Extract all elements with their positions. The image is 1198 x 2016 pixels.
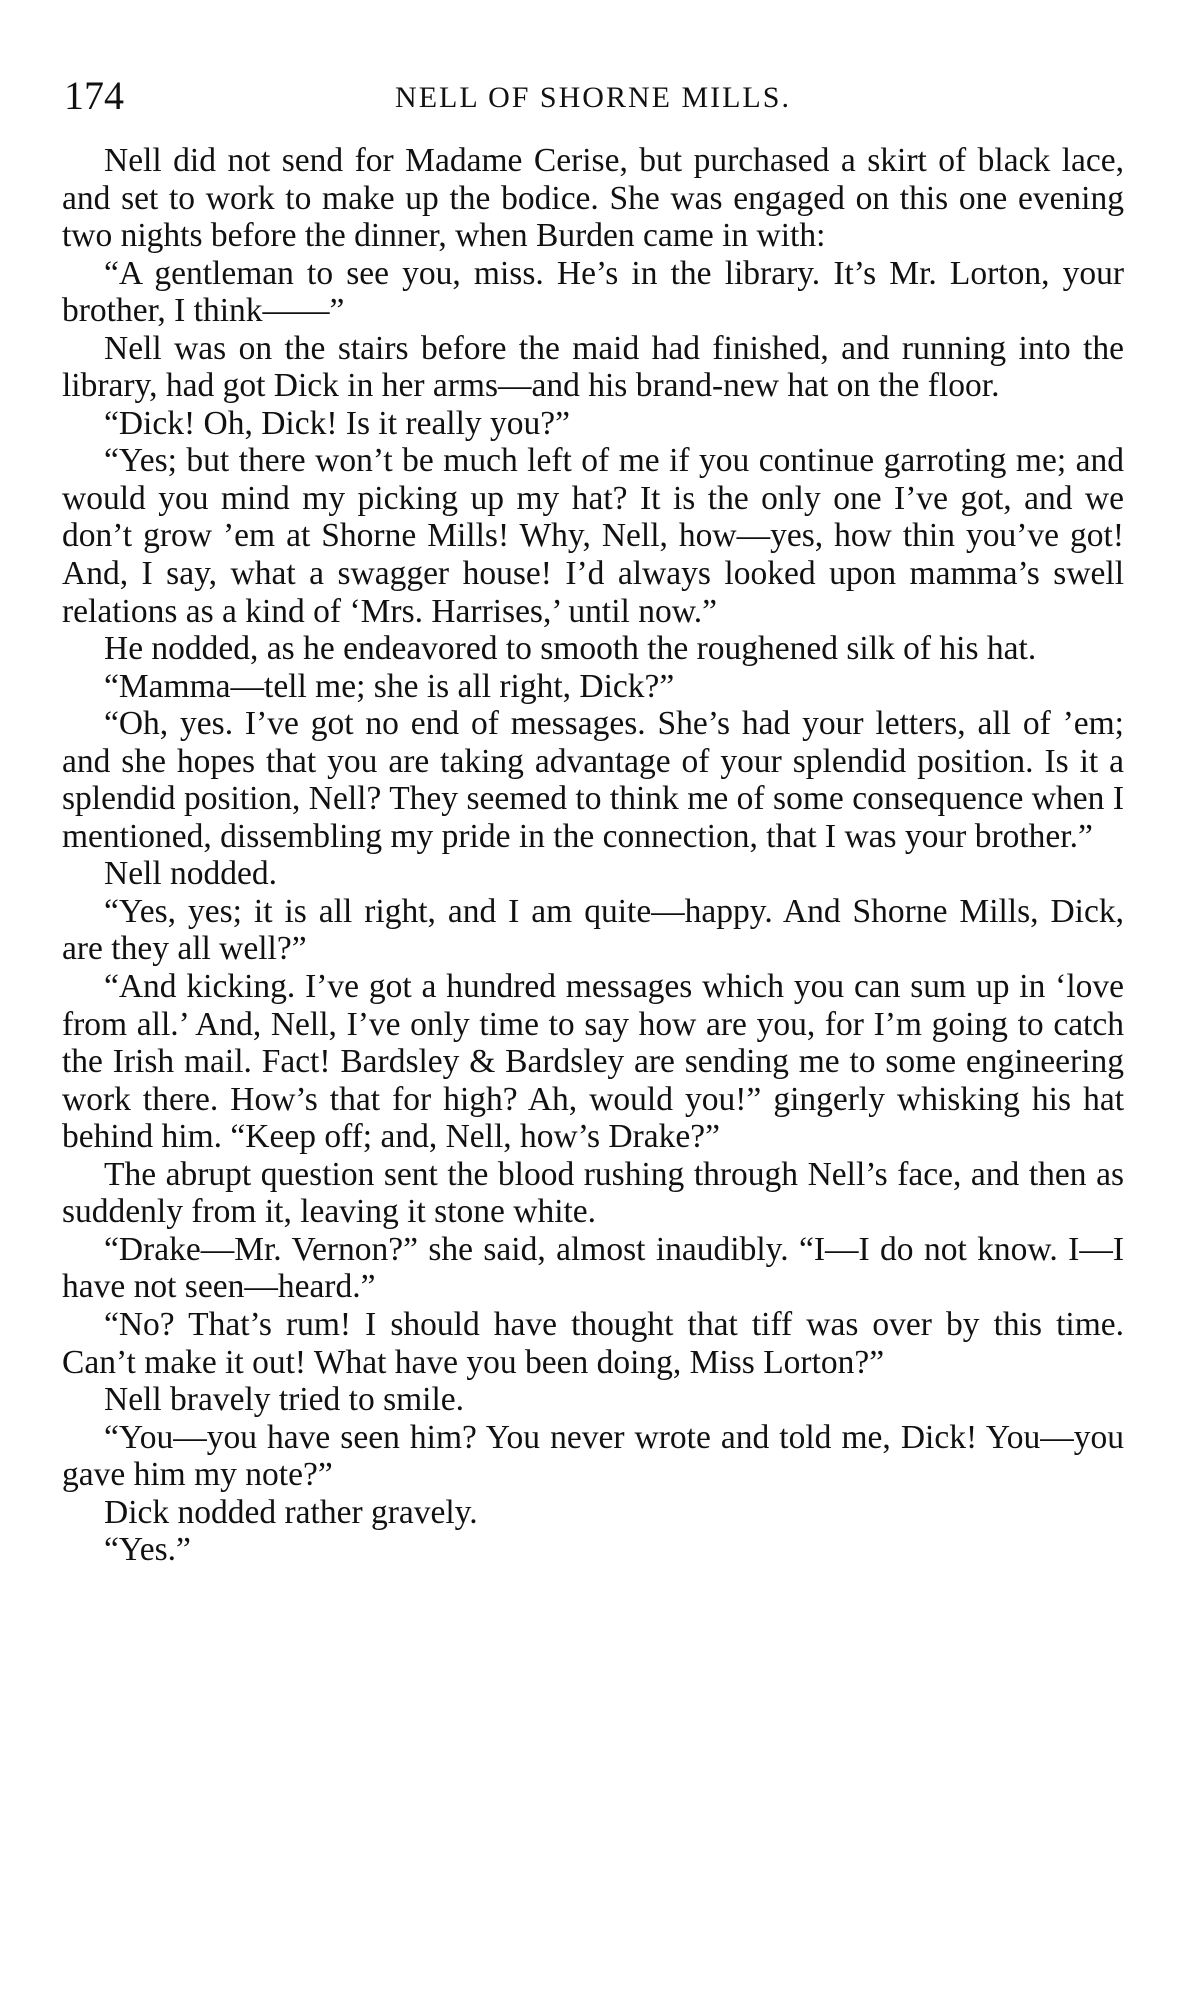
paragraph: He nodded, as he endeavored to smooth the roughened silk of his hat.: [104, 630, 1037, 668]
paragraph: “Yes.”: [104, 1531, 191, 1569]
paragraph: “Mamma—tell me; she is all right, Dick?”: [104, 667, 675, 705]
paragraph: Dick nodded rather gravely.: [104, 1493, 478, 1531]
paragraph: “Yes; but there won’t be much left of me if you continue garroting me; and would you mind my picking up my hat? It is the only one I’ve got, and we don’t grow ’em at Shorne Mills! Why, Nell, how—yes, how thin you’ve got! And, I say, what a swagger house! I’d always looked upon mamma’s swell relations as a kind of ‘Mrs. Harrises,’ until now.”: [62, 442, 1124, 630]
paragraph: “No? That’s rum! I should have thought that tiff was over by this time. Can’t make it out! What have you been doing, Miss Lorton?”: [62, 1305, 1124, 1381]
paragraph: Nell bravely tried to smile.: [104, 1381, 465, 1419]
page-number: 174: [64, 73, 124, 118]
paragraph: Nell was on the stairs before the maid had finished, and running into the library, had got Dick in her arms—and his brand-new hat on the floor.: [62, 329, 1124, 405]
paragraph: Nell did not send for Madame Cerise, but purchased a skirt of black lace, and set to work to make up the bodice. She was engaged on this one evening two nights before the dinner, when Burden came in with:: [62, 142, 1124, 255]
page-header-title: NELL OF SHORNE MILLS.: [395, 81, 791, 114]
paragraph: “You—you have seen him? You never wrote and told me, Dick! You—you gave him my note?”: [62, 1418, 1124, 1494]
book-page: [62, 72, 1124, 1569]
paragraph: “Yes, yes; it is all right, and I am quite—happy. And Shorne Mills, Dick, are they all well?”: [62, 892, 1124, 968]
paragraph: Nell nodded.: [104, 855, 278, 893]
paragraph: “Oh, yes. I’ve got no end of messages. She’s had your letters, all of ’em; and she hopes that you are taking advantage of your splendid position. Is it a splendid position, Nell? They seemed to think me of some consequence when I mentioned, dissembling my pride in the connection, that I was your brother.”: [62, 705, 1124, 855]
paragraph: The abrupt question sent the blood rushing through Nell’s face, and then as suddenly from it, leaving it stone white.: [62, 1155, 1124, 1231]
paragraph: “Dick! Oh, Dick! Is it really you?”: [104, 404, 571, 442]
paragraph: “And kicking. I’ve got a hundred messages which you can sum up in ‘love from all.’ And, Nell, I’ve only time to say how are you, for I’m going to catch the Irish mail. Fact! Bardsley & Bardsley are sending me to some engineering work there. How’s that for high? Ah, would you!” gingerly whisking his hat behind him. “Keep off; and, Nell, how’s Drake?”: [62, 968, 1124, 1156]
paragraph: “Drake—Mr. Vernon?” she said, almost inaudibly. “I—I do not know. I—I have not seen—heard.”: [62, 1230, 1124, 1306]
paragraph: “A gentleman to see you, miss. He’s in the library. It’s Mr. Lorton, your brother, I think——”: [62, 254, 1124, 330]
running-head: [62, 72, 1124, 132]
body-text: [62, 142, 1124, 1569]
